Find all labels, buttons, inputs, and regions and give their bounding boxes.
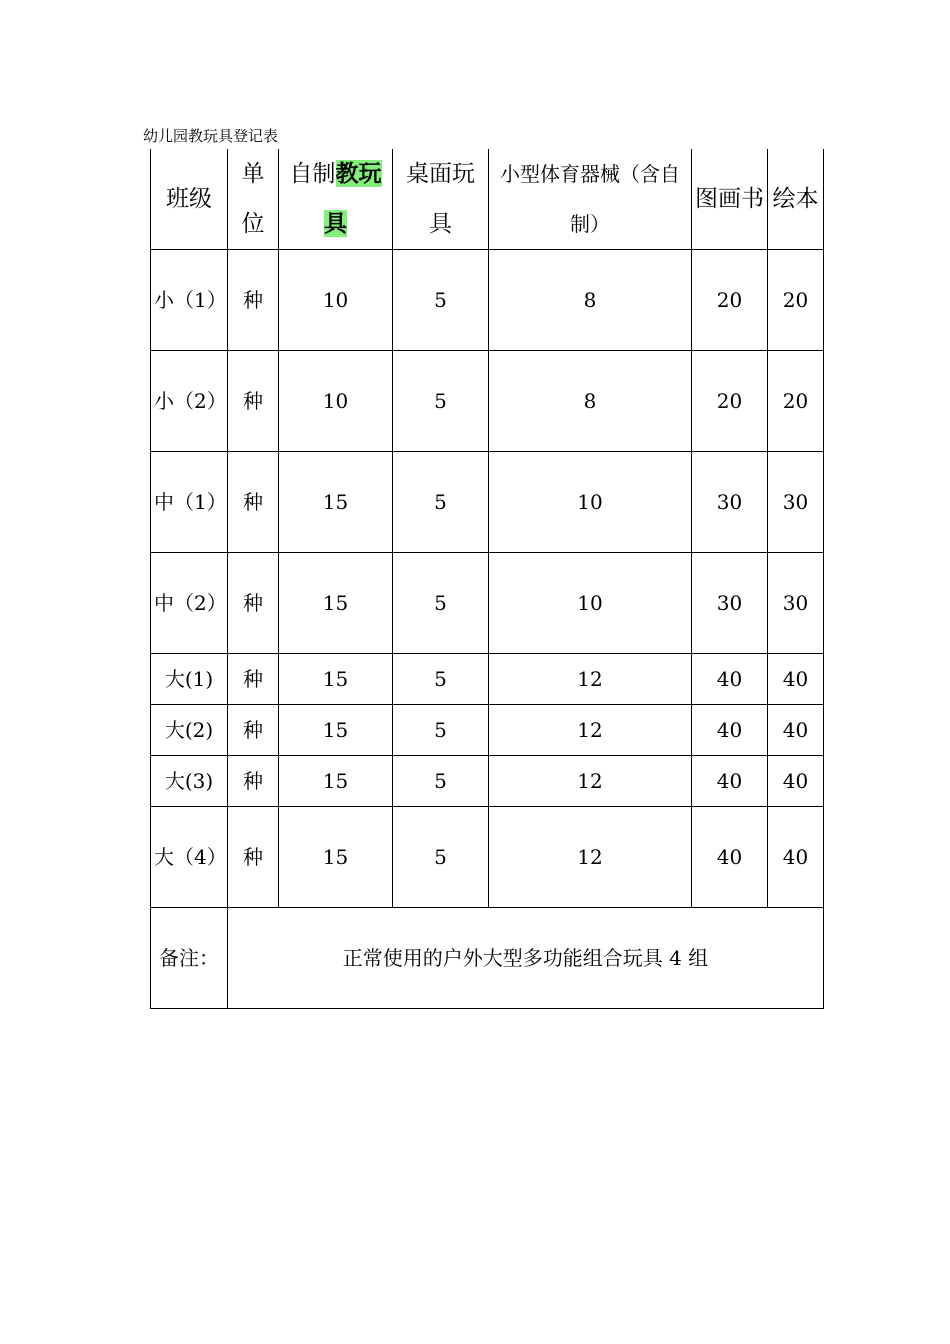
- table-row: [151, 351, 824, 452]
- table-row: [151, 452, 824, 553]
- cell-picture-books: 40: [692, 807, 768, 908]
- cell-picture-books: 20: [692, 250, 768, 351]
- cell-picture-books: 30: [692, 452, 768, 553]
- cell-drawn-books: 30: [768, 452, 824, 553]
- cell-tabletop: 5: [393, 705, 489, 756]
- header-drawn-books: 绘本: [768, 149, 824, 250]
- cell-drawn-books: 40: [768, 654, 824, 705]
- cell-drawn-books: 20: [768, 351, 824, 452]
- cell-sports: 8: [489, 250, 692, 351]
- table-row: [151, 553, 824, 654]
- cell-self-made: 15: [279, 705, 393, 756]
- cell-tabletop: 5: [393, 351, 489, 452]
- cell-self-made: 15: [279, 807, 393, 908]
- cell-tabletop: 5: [393, 553, 489, 654]
- cell-class: 大（4）: [151, 807, 228, 908]
- cell-class: 大(3): [151, 756, 228, 807]
- cell-class: 中（1）: [151, 452, 228, 553]
- table-row: [151, 756, 824, 807]
- cell-unit: 种: [228, 553, 279, 654]
- cell-tabletop: 5: [393, 756, 489, 807]
- cell-tabletop: 5: [393, 250, 489, 351]
- remark-row: [151, 908, 824, 1009]
- cell-unit: 种: [228, 654, 279, 705]
- cell-unit: 种: [228, 452, 279, 553]
- cell-self-made: 15: [279, 654, 393, 705]
- cell-drawn-books: 20: [768, 250, 824, 351]
- document-title: 幼儿园教玩具登记表: [143, 127, 279, 145]
- cell-tabletop: 5: [393, 654, 489, 705]
- cell-picture-books: 20: [692, 351, 768, 452]
- header-sports-equipment: 小型体育器械（含自制）: [489, 149, 692, 250]
- cell-unit: 种: [228, 756, 279, 807]
- header-self-made-toys: [279, 149, 393, 250]
- cell-self-made: 15: [279, 553, 393, 654]
- cell-sports: 12: [489, 807, 692, 908]
- cell-drawn-books: 40: [768, 705, 824, 756]
- cell-drawn-books: 40: [768, 807, 824, 908]
- cell-unit: 种: [228, 705, 279, 756]
- cell-drawn-books: 40: [768, 756, 824, 807]
- cell-picture-books: 40: [692, 705, 768, 756]
- cell-class: 小（2）: [151, 351, 228, 452]
- cell-class: 大(1): [151, 654, 228, 705]
- cell-picture-books: 40: [692, 756, 768, 807]
- cell-sports: 10: [489, 452, 692, 553]
- highlighted-text: 教玩具: [324, 160, 382, 237]
- cell-sports: 12: [489, 756, 692, 807]
- table-row: [151, 654, 824, 705]
- cell-tabletop: 5: [393, 807, 489, 908]
- cell-tabletop: 5: [393, 452, 489, 553]
- cell-self-made: 15: [279, 756, 393, 807]
- toy-registration-table: [150, 149, 824, 1009]
- remark-label: 备注：: [151, 908, 228, 1009]
- cell-sports: 12: [489, 654, 692, 705]
- header-row: [151, 149, 824, 250]
- cell-class: 小（1）: [151, 250, 228, 351]
- header-unit: 单位: [228, 149, 279, 250]
- cell-sports: 12: [489, 705, 692, 756]
- table-row: [151, 250, 824, 351]
- cell-picture-books: 30: [692, 553, 768, 654]
- cell-sports: 8: [489, 351, 692, 452]
- cell-unit: 种: [228, 250, 279, 351]
- cell-self-made: 15: [279, 452, 393, 553]
- header-tabletop-toys: 桌面玩具: [393, 149, 489, 250]
- header-class: 班级: [151, 149, 228, 250]
- table-row: [151, 705, 824, 756]
- cell-drawn-books: 30: [768, 553, 824, 654]
- remark-text: 正常使用的户外大型多功能组合玩具 4 组: [228, 908, 824, 1009]
- cell-picture-books: 40: [692, 654, 768, 705]
- cell-unit: 种: [228, 807, 279, 908]
- cell-self-made: 10: [279, 351, 393, 452]
- table-body: [151, 149, 824, 1009]
- header-self-made-prefix: 自制: [289, 161, 336, 187]
- cell-class: 中（2）: [151, 553, 228, 654]
- cell-sports: 10: [489, 553, 692, 654]
- table-row: [151, 807, 824, 908]
- cell-self-made: 10: [279, 250, 393, 351]
- header-picture-books: 图画书: [692, 149, 768, 250]
- cell-unit: 种: [228, 351, 279, 452]
- cell-class: 大(2): [151, 705, 228, 756]
